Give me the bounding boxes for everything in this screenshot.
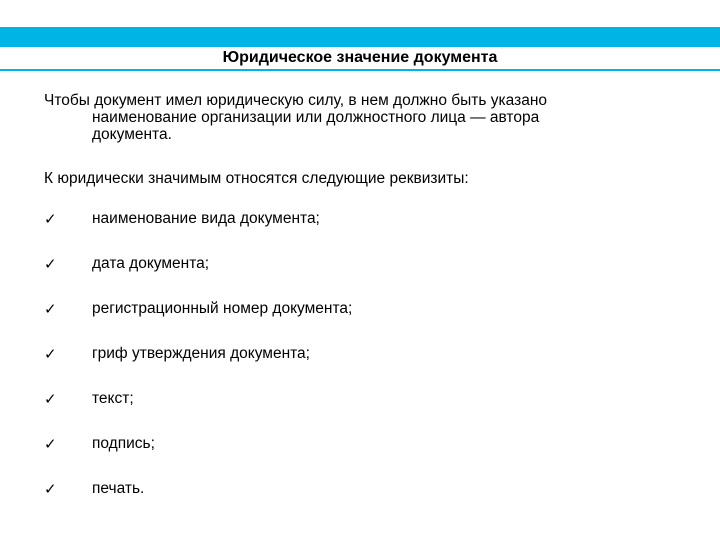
check-icon: ✓ [44, 255, 57, 273]
list-item-text: подпись; [92, 435, 155, 452]
check-icon: ✓ [44, 480, 57, 498]
intro-paragraph [44, 92, 664, 143]
list-item-text: наименование вида документа; [92, 210, 320, 227]
requisites-list [44, 208, 352, 523]
slide-title [0, 47, 720, 69]
check-icon: ✓ [44, 345, 57, 363]
list-item [44, 343, 352, 388]
intro-line-2: наименование организации или должностного лица — автора [92, 109, 540, 126]
list-item [44, 298, 352, 343]
slide-title-text: Юридическое значение документа [222, 49, 498, 66]
check-icon: ✓ [44, 210, 57, 228]
list-item-text: дата документа; [92, 255, 210, 272]
list-item-text: гриф утверждения документа; [92, 345, 310, 362]
check-icon: ✓ [44, 390, 57, 408]
check-icon: ✓ [44, 435, 57, 453]
list-item-text: текст; [92, 390, 134, 407]
list-item-text: печать. [92, 480, 145, 497]
list-item-text: регистрационный номер документа; [92, 300, 353, 317]
list-item [44, 208, 352, 253]
intro-line-1: Чтобы документ имел юридическую силу, в нем должно быть указано [44, 92, 547, 109]
check-icon: ✓ [44, 300, 57, 318]
requisites-lead: К юридически значимым относятся следующие реквизиты: [44, 170, 469, 187]
list-item [44, 253, 352, 298]
list-item [44, 433, 352, 478]
list-item [44, 478, 352, 523]
intro-line-3: документа. [92, 126, 172, 143]
list-item [44, 388, 352, 433]
